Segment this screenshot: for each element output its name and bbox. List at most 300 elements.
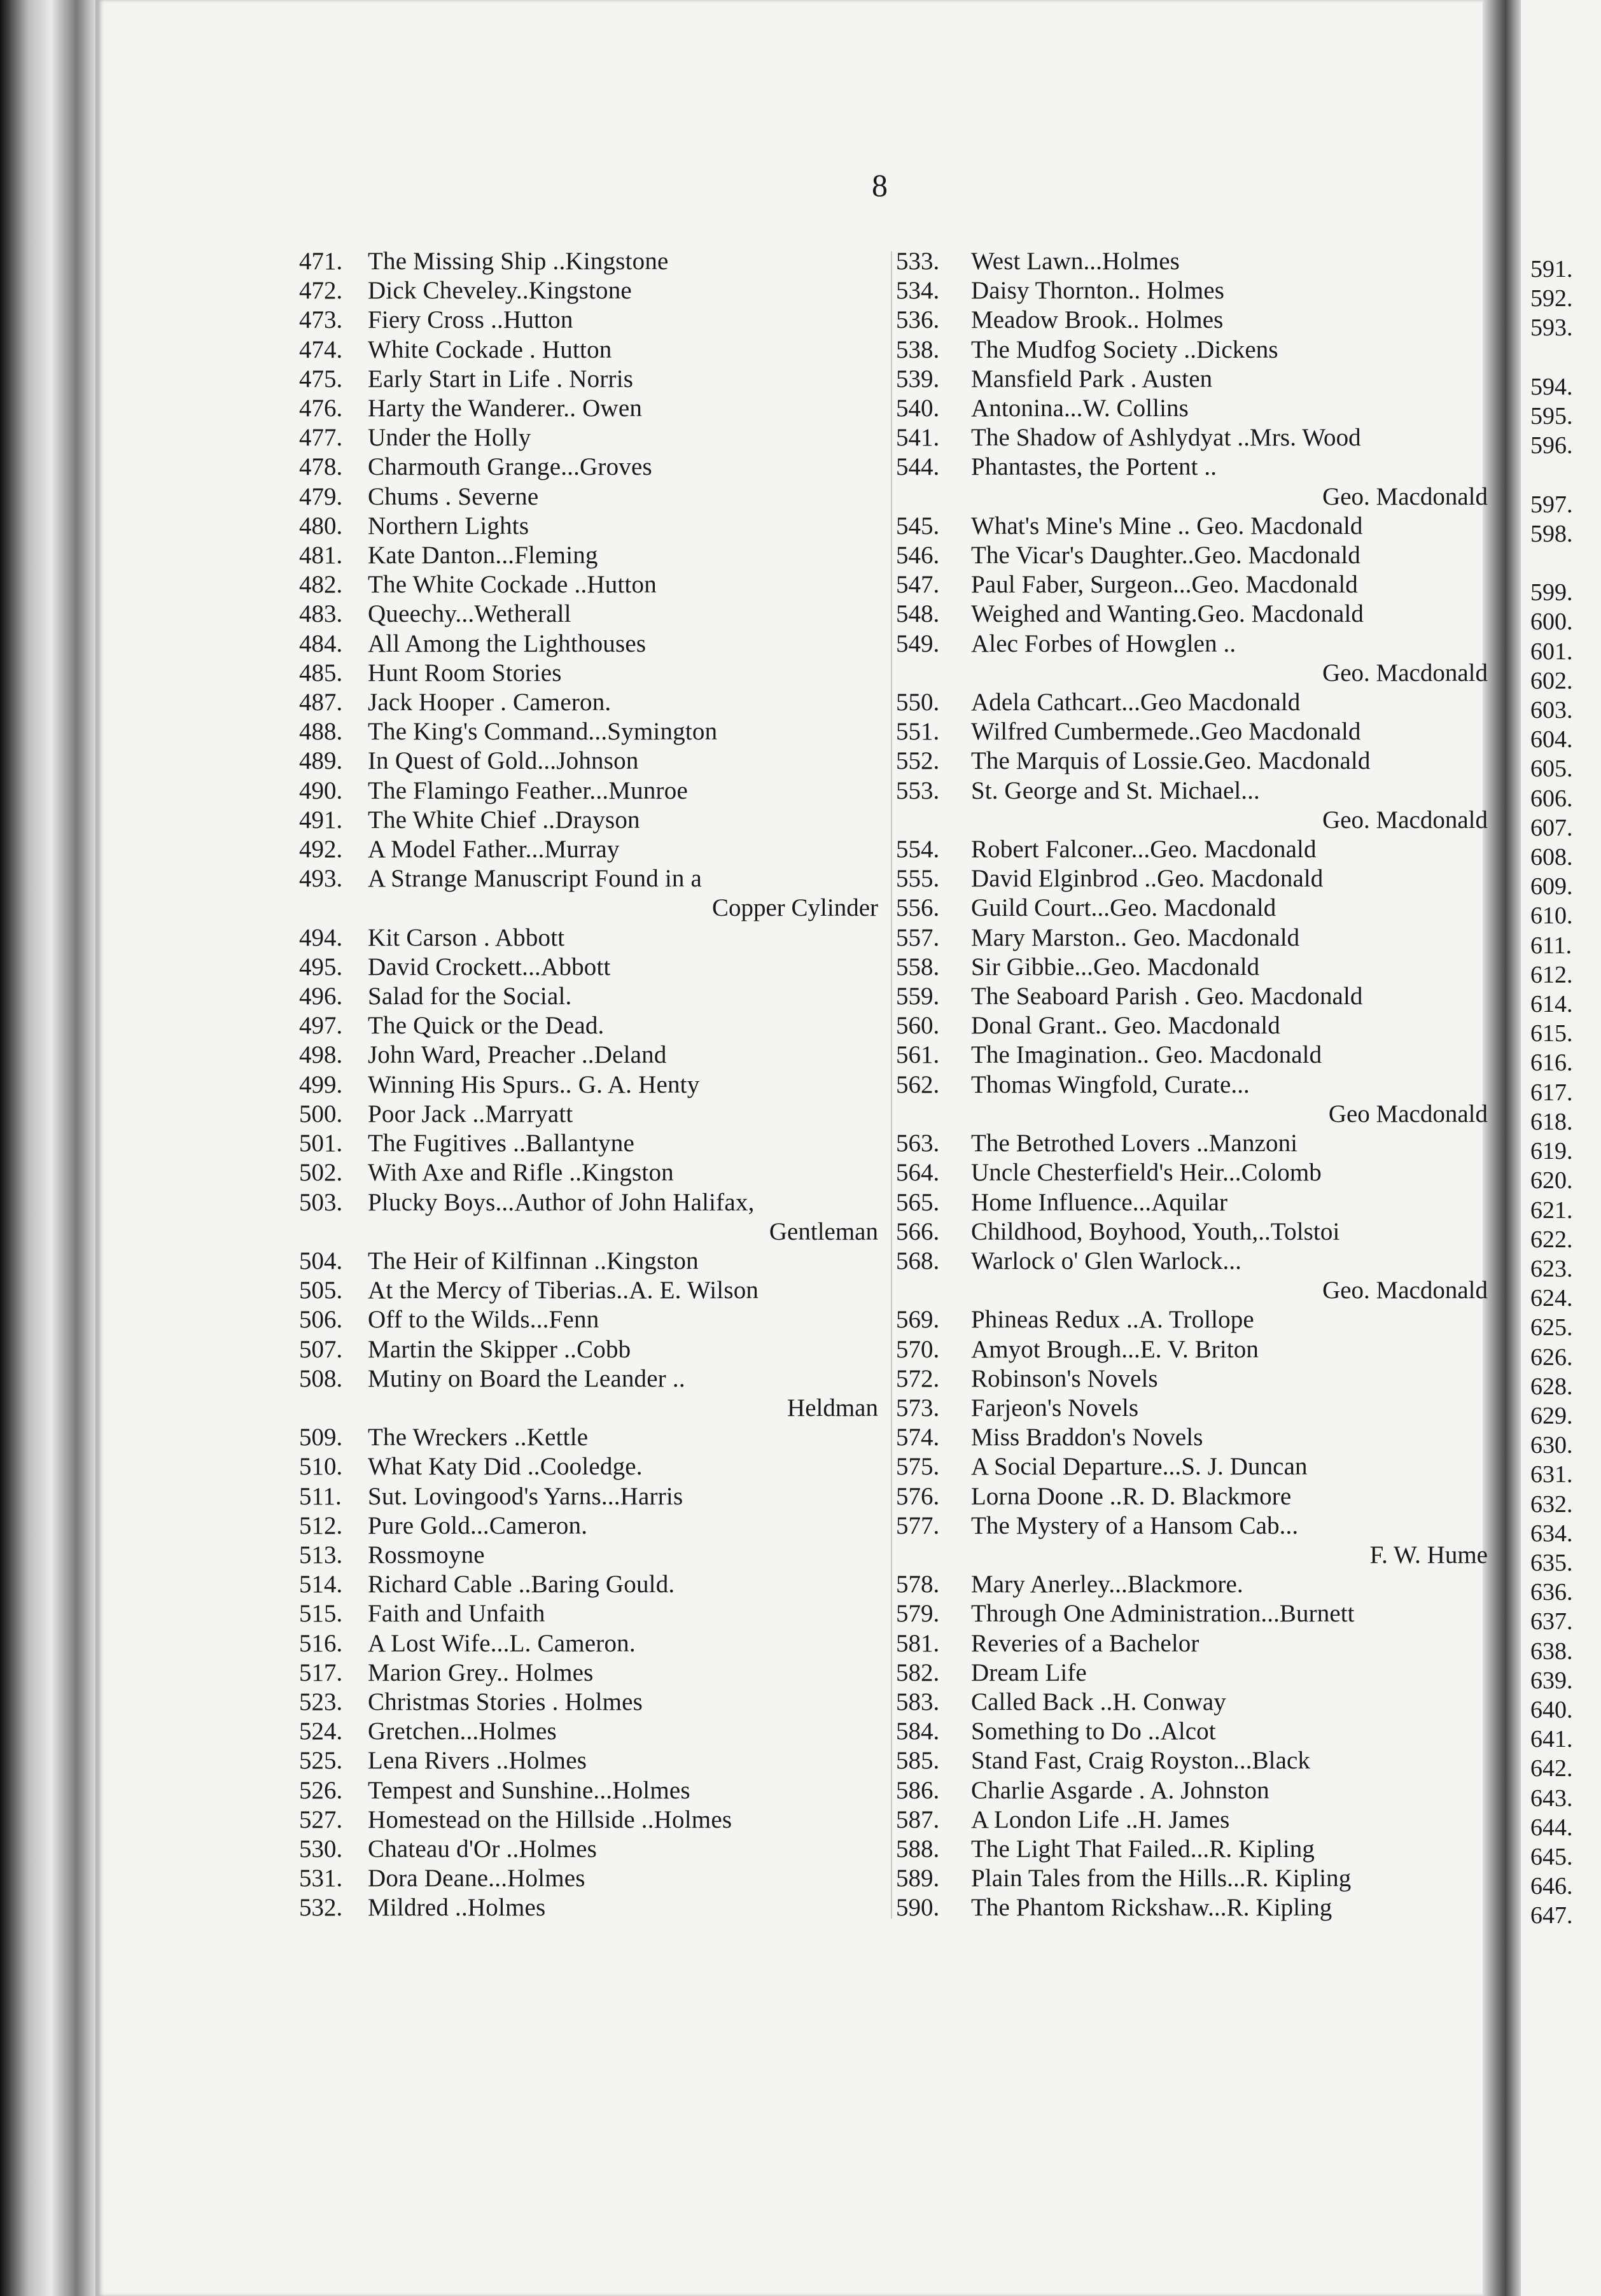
catalog-entry: [299, 394, 878, 423]
entry-title: The King's Command...Symington: [368, 718, 718, 746]
adjacent-entry-number: 617.: [1530, 1079, 1573, 1106]
catalog-entry: [299, 1511, 878, 1541]
entry-title: Hunt Room Stories: [368, 659, 562, 687]
entry-number: 551.: [896, 718, 940, 746]
entry-continuation: Geo. Macdonald: [1322, 659, 1488, 687]
entry-number: 504.: [299, 1247, 343, 1275]
catalog-entry: [299, 982, 878, 1011]
entry-number: 485.: [299, 659, 343, 687]
entry-title: With Axe and Rifle ..Kingston: [368, 1159, 674, 1187]
entry-title: The Flamingo Feather...Munroe: [368, 776, 688, 804]
entry-number: 507.: [299, 1335, 343, 1363]
adjacent-entry-number: 602.: [1530, 667, 1573, 694]
entry-title: Chateau d'Or ..Holmes: [368, 1835, 597, 1863]
catalog-entry: [896, 629, 1488, 688]
catalog-entry: [299, 806, 878, 835]
catalog-entry: [896, 864, 1488, 893]
adjacent-entry-number: 615.: [1530, 1020, 1573, 1047]
adjacent-entry-number: 604.: [1530, 726, 1573, 753]
catalog-entry: [896, 365, 1488, 394]
catalog-entry: [299, 1452, 878, 1481]
catalog-entry: [299, 1541, 878, 1570]
entry-number: 479.: [299, 482, 343, 510]
entry-number: 505.: [299, 1277, 343, 1305]
catalog-entry: [299, 1570, 878, 1599]
entry-title: What Katy Did ..Cooledge.: [368, 1453, 643, 1481]
entry-number: 549.: [896, 629, 940, 657]
entry-continuation: Geo. Macdonald: [1322, 806, 1488, 834]
catalog-entry: [299, 629, 878, 659]
entry-number: 556.: [896, 894, 940, 922]
entry-title: Thomas Wingfold, Curate...: [971, 1070, 1250, 1098]
catalog-entry: [299, 1335, 878, 1364]
entry-number: 562.: [896, 1070, 940, 1098]
catalog-entry: [896, 953, 1488, 982]
entry-number: 483.: [299, 600, 343, 628]
entry-number: 482.: [299, 571, 343, 599]
entry-number: 475.: [299, 365, 343, 393]
catalog-entry: [299, 864, 878, 923]
catalog-entry: [299, 1864, 878, 1893]
entry-number: 473.: [299, 306, 343, 334]
entry-number: 527.: [299, 1805, 343, 1833]
adjacent-entry-number: 593.: [1530, 314, 1573, 342]
entry-number: 575.: [896, 1453, 940, 1481]
entry-title: Plucky Boys...Author of John Halifax,: [368, 1188, 755, 1216]
left-column: [299, 247, 878, 1923]
catalog-entry: [896, 1629, 1488, 1658]
catalog-entry: [299, 512, 878, 541]
adjacent-page-numbers: [1530, 255, 1573, 1931]
entry-title: West Lawn...Holmes: [971, 248, 1180, 275]
entry-number: 503.: [299, 1188, 343, 1216]
entry-title: Plain Tales from the Hills...R. Kipling: [971, 1865, 1352, 1893]
catalog-entry: [299, 776, 878, 806]
entry-title: Northern Lights: [368, 512, 529, 540]
catalog-entry: [299, 1805, 878, 1835]
entry-title: Wilfred Cumbermede..Geo Macdonald: [971, 718, 1361, 746]
adjacent-entry-number: 620.: [1530, 1167, 1573, 1194]
adjacent-entry-number: 646.: [1530, 1873, 1573, 1900]
catalog-entry: [896, 1305, 1488, 1334]
catalog-entry: [896, 982, 1488, 1011]
entry-number: 495.: [299, 953, 343, 981]
entry-number: 533.: [896, 248, 940, 275]
catalog-entry: [299, 659, 878, 688]
entry-number: 476.: [299, 395, 343, 423]
entry-title: The Vicar's Daughter..Geo. Macdonald: [971, 542, 1360, 570]
adjacent-entry-number: 600.: [1530, 608, 1573, 636]
entry-title: Winning His Spurs.. G. A. Henty: [368, 1070, 700, 1098]
entry-number: 487.: [299, 689, 343, 717]
entry-number: 550.: [896, 689, 940, 717]
entry-number: 586.: [896, 1776, 940, 1804]
entry-number: 511.: [299, 1482, 342, 1510]
catalog-entry: [299, 335, 878, 365]
catalog-entry: [299, 482, 878, 512]
catalog-entry: [896, 276, 1488, 305]
catalog-entry: [299, 1746, 878, 1775]
entry-title: Donal Grant.. Geo. Macdonald: [971, 1012, 1280, 1040]
catalog-entry: [896, 1129, 1488, 1158]
catalog-entry: [299, 1658, 878, 1688]
adjacent-entry-number: 624.: [1530, 1285, 1573, 1312]
entry-number: 513.: [299, 1541, 343, 1569]
adjacent-entry-number: 595.: [1530, 403, 1573, 430]
catalog-entry: [299, 1776, 878, 1805]
entry-title: Amyot Brough...E. V. Briton: [971, 1335, 1259, 1363]
catalog-entry: [896, 570, 1488, 599]
entry-number: 570.: [896, 1335, 940, 1363]
catalog-entry: [896, 1070, 1488, 1129]
catalog-entry: [299, 835, 878, 864]
entry-number: 587.: [896, 1805, 940, 1833]
entry-title: Richard Cable ..Baring Gould.: [368, 1571, 675, 1599]
entry-number: 484.: [299, 629, 343, 657]
adjacent-entry-number: 629.: [1530, 1402, 1573, 1429]
entry-number: 498.: [299, 1041, 343, 1069]
entry-number: 508.: [299, 1364, 343, 1392]
adjacent-entry-number: 628.: [1530, 1373, 1573, 1400]
entry-title: Phantastes, the Portent ..: [971, 453, 1217, 481]
adjacent-entry-number: 632.: [1530, 1490, 1573, 1518]
entry-title: A Social Departure...S. J. Duncan: [971, 1453, 1308, 1481]
entry-title: Early Start in Life . Norris: [368, 365, 634, 393]
entry-number: 588.: [896, 1835, 940, 1863]
entry-continuation: Gentleman: [769, 1217, 878, 1245]
entry-continuation: Geo Macdonald: [1328, 1100, 1488, 1128]
adjacent-entry-number: 607.: [1530, 814, 1573, 841]
catalog-entry: [299, 452, 878, 482]
entry-title: Queechy...Wetherall: [368, 600, 571, 628]
entry-title: Uncle Chesterfield's Heir...Colomb: [971, 1159, 1322, 1187]
entry-title: Kit Carson . Abbott: [368, 923, 565, 951]
catalog-entry: [299, 541, 878, 570]
entry-title: The Mystery of a Hansom Cab...: [971, 1511, 1299, 1539]
catalog-entry: [896, 1040, 1488, 1070]
entry-number: 474.: [299, 335, 343, 363]
entry-number: 517.: [299, 1658, 343, 1686]
catalog-entry: [896, 1599, 1488, 1628]
catalog-entry: [896, 423, 1488, 452]
entry-title: Warlock o' Glen Warlock...: [971, 1247, 1241, 1275]
catalog-entry: [299, 305, 878, 335]
catalog-entry: [299, 1070, 878, 1100]
column-divider: [891, 251, 892, 1919]
adjacent-entry-number: 630.: [1530, 1432, 1573, 1459]
entry-title: Reveries of a Bachelor: [971, 1629, 1199, 1657]
catalog-entry: [299, 423, 878, 452]
adjacent-entry-number: [1530, 460, 1573, 489]
entry-title: Sut. Lovingood's Yarns...Harris: [368, 1482, 683, 1510]
catalog-entry: [299, 1688, 878, 1717]
entry-title: The White Chief ..Drayson: [368, 806, 640, 834]
entry-title: Poor Jack ..Marryatt: [368, 1100, 573, 1128]
catalog-entry: [299, 1893, 878, 1922]
entry-title: At the Mercy of Tiberias..A. E. Wilson: [368, 1277, 759, 1305]
entry-number: 509.: [299, 1424, 343, 1452]
entry-title: The Seaboard Parish . Geo. Macdonald: [971, 983, 1363, 1011]
catalog-entry: [299, 688, 878, 717]
entry-title: Something to Do ..Alcot: [971, 1718, 1216, 1746]
entry-number: 555.: [896, 865, 940, 893]
catalog-entry: [896, 247, 1488, 276]
entry-title: All Among the Lighthouses: [368, 629, 647, 657]
entry-title: Guild Court...Geo. Macdonald: [971, 894, 1276, 922]
entry-number: 525.: [299, 1747, 343, 1775]
entry-number: 536.: [896, 306, 940, 334]
catalog-entry: [299, 1188, 878, 1247]
adjacent-entry-number: 644.: [1530, 1814, 1573, 1841]
adjacent-entry-number: 638.: [1530, 1637, 1573, 1665]
entry-title: Miss Braddon's Novels: [971, 1424, 1203, 1452]
entry-title: Phineas Redux ..A. Trollope: [971, 1306, 1254, 1334]
catalog-entry: [896, 1864, 1488, 1893]
entry-title: Antonina...W. Collins: [971, 395, 1189, 423]
entry-number: 561.: [896, 1041, 940, 1069]
catalog-entry: [896, 541, 1488, 570]
entry-number: 514.: [299, 1571, 343, 1599]
catalog-entry: [896, 1805, 1488, 1835]
catalog-entry: [896, 923, 1488, 953]
entry-number: 472.: [299, 277, 343, 305]
entry-title: Kate Danton...Fleming: [368, 542, 598, 570]
entry-title: A Model Father...Murray: [368, 836, 620, 864]
entry-continuation: Heldman: [787, 1394, 878, 1422]
entry-number: 557.: [896, 923, 940, 951]
entry-title: Meadow Brook.. Holmes: [971, 306, 1224, 334]
catalog-entry: [896, 776, 1488, 835]
entry-title: In Quest of Gold...Johnson: [368, 747, 639, 775]
catalog-entry: [299, 1129, 878, 1158]
catalog-entry: [896, 1188, 1488, 1217]
adjacent-entry-number: 616.: [1530, 1049, 1573, 1077]
adjacent-entry-number: 591.: [1530, 256, 1573, 283]
catalog-entry: [896, 394, 1488, 423]
entry-title: Alec Forbes of Howglen ..: [971, 629, 1236, 657]
entry-number: 493.: [299, 865, 343, 893]
entry-number: 577.: [896, 1511, 940, 1539]
entry-title: Pure Gold...Cameron.: [368, 1511, 588, 1539]
entry-number: 544.: [896, 453, 940, 481]
catalog-entry: [299, 717, 878, 746]
entry-title: A London Life ..H. James: [971, 1805, 1230, 1833]
adjacent-entry-number: 636.: [1530, 1579, 1573, 1606]
catalog-entry: [299, 1599, 878, 1628]
entry-number: 568.: [896, 1247, 940, 1275]
entry-continuation: F. W. Hume: [1369, 1541, 1488, 1569]
entry-title: The White Cockade ..Hutton: [368, 571, 657, 599]
entry-number: 589.: [896, 1865, 940, 1893]
entry-title: The Wreckers ..Kettle: [368, 1424, 589, 1452]
catalog-entry: [299, 746, 878, 776]
entry-number: 502.: [299, 1159, 343, 1187]
adjacent-entry-number: 612.: [1530, 961, 1573, 988]
catalog-entry: [896, 1688, 1488, 1717]
catalog-entry: [896, 835, 1488, 864]
catalog-entry: [896, 599, 1488, 629]
adjacent-entry-number: 635.: [1530, 1549, 1573, 1576]
entry-title: Mildred ..Holmes: [368, 1894, 546, 1922]
entry-number: 579.: [896, 1600, 940, 1628]
entry-number: 566.: [896, 1217, 940, 1245]
entry-title: Jack Hooper . Cameron.: [368, 689, 612, 717]
catalog-entry: [896, 1394, 1488, 1423]
entry-number: 547.: [896, 571, 940, 599]
entry-title: The Shadow of Ashlydyat ..Mrs. Wood: [971, 424, 1361, 452]
right-column: [896, 247, 1488, 1923]
entry-title: David Crockett...Abbott: [368, 953, 611, 981]
adjacent-entry-number: 606.: [1530, 785, 1573, 812]
entry-number: 583.: [896, 1688, 940, 1716]
entry-title: Rossmoyne: [368, 1541, 485, 1569]
entry-number: 499.: [299, 1070, 343, 1098]
entry-number: 532.: [299, 1894, 343, 1922]
catalog-entry: [896, 1893, 1488, 1922]
entry-number: 552.: [896, 747, 940, 775]
page-number: 8: [872, 167, 888, 203]
entry-number: 572.: [896, 1364, 940, 1392]
catalog-entry: [299, 1482, 878, 1511]
catalog-entry: [896, 452, 1488, 511]
catalog-entry: [896, 1011, 1488, 1040]
adjacent-entry-number: 621.: [1530, 1196, 1573, 1224]
adjacent-entry-number: 639.: [1530, 1667, 1573, 1694]
entry-title: Charmouth Grange...Groves: [368, 453, 652, 481]
entry-continuation: Geo. Macdonald: [1322, 1277, 1488, 1305]
adjacent-entry-number: 623.: [1530, 1255, 1573, 1282]
entry-title: Home Influence...Aquilar: [971, 1188, 1228, 1216]
entry-title: Tempest and Sunshine...Holmes: [368, 1776, 690, 1804]
entry-title: John Ward, Preacher ..Deland: [368, 1041, 667, 1069]
entry-title: The Phantom Rickshaw...R. Kipling: [971, 1894, 1332, 1922]
catalog-entry: [896, 1482, 1488, 1511]
catalog-entry: [299, 365, 878, 394]
catalog-entry: [896, 1717, 1488, 1746]
entry-number: 564.: [896, 1159, 940, 1187]
catalog-entry: [896, 1335, 1488, 1364]
catalog-entry: [299, 276, 878, 305]
entry-title: A Strange Manuscript Found in a: [368, 865, 703, 893]
adjacent-entry-number: 634.: [1530, 1520, 1573, 1547]
catalog-entry: [896, 305, 1488, 335]
book-spine: [1483, 0, 1521, 2296]
adjacent-entry-number: 625.: [1530, 1314, 1573, 1341]
entry-number: 501.: [299, 1130, 343, 1158]
adjacent-entry-number: 618.: [1530, 1108, 1573, 1135]
entry-title: Under the Holly: [368, 424, 531, 452]
entry-number: 526.: [299, 1776, 343, 1804]
entry-title: Charlie Asgarde . A. Johnston: [971, 1776, 1269, 1804]
adjacent-entry-number: 642.: [1530, 1755, 1573, 1782]
catalog-entry: [896, 1247, 1488, 1305]
entry-number: 480.: [299, 512, 343, 540]
entry-number: 488.: [299, 718, 343, 746]
entry-title: Sir Gibbie...Geo. Macdonald: [971, 953, 1260, 981]
adjacent-entry-number: 608.: [1530, 844, 1573, 871]
entry-number: 506.: [299, 1306, 343, 1334]
adjacent-entry-number: 626.: [1530, 1343, 1573, 1371]
entry-number: 559.: [896, 983, 940, 1011]
entry-number: 539.: [896, 365, 940, 393]
entry-title: Childhood, Boyhood, Youth,..Tolstoi: [971, 1217, 1340, 1245]
catalog-entry: [299, 1423, 878, 1452]
entry-title: Mary Marston.. Geo. Macdonald: [971, 923, 1300, 951]
catalog-entry: [299, 923, 878, 953]
catalog-entry: [299, 1011, 878, 1040]
catalog-entry: [896, 1423, 1488, 1452]
adjacent-entry-number: 603.: [1530, 697, 1573, 724]
catalog-entry: [896, 1746, 1488, 1775]
entry-title: Mary Anerley...Blackmore.: [971, 1571, 1243, 1599]
catalog-entry: [299, 1247, 878, 1276]
entry-title: Lena Rivers ..Holmes: [368, 1747, 587, 1775]
catalog-entry: [299, 247, 878, 276]
entry-number: 581.: [896, 1629, 940, 1657]
entry-number: 582.: [896, 1658, 940, 1686]
adjacent-entry-number: 622.: [1530, 1226, 1573, 1253]
adjacent-entry-number: 610.: [1530, 902, 1573, 930]
adjacent-entry-number: 637.: [1530, 1608, 1573, 1635]
adjacent-entry-number: 592.: [1530, 285, 1573, 312]
entry-title: Called Back ..H. Conway: [971, 1688, 1226, 1716]
entry-title: Faith and Unfaith: [368, 1600, 545, 1628]
entry-title: David Elginbrod ..Geo. Macdonald: [971, 865, 1324, 893]
entry-number: 491.: [299, 806, 343, 834]
entry-title: Robert Falconer...Geo. Macdonald: [971, 836, 1317, 864]
entry-number: 478.: [299, 453, 343, 481]
adjacent-entry-number: 597.: [1530, 491, 1573, 518]
adjacent-entry-number: 640.: [1530, 1696, 1573, 1723]
entry-number: 481.: [299, 542, 343, 570]
catalog-entry: [896, 1835, 1488, 1864]
entry-number: 590.: [896, 1894, 940, 1922]
entry-number: 494.: [299, 923, 343, 951]
entry-title: Christmas Stories . Holmes: [368, 1688, 643, 1716]
catalog-entry: [299, 1717, 878, 1746]
scan-left-edge: [0, 0, 95, 2296]
catalog-entry: [299, 953, 878, 982]
catalog-entry: [896, 1658, 1488, 1688]
entry-number: 531.: [299, 1865, 343, 1893]
entry-number: 546.: [896, 542, 940, 570]
catalog-entry: [896, 717, 1488, 746]
entry-number: 500.: [299, 1100, 343, 1128]
catalog-entry: [896, 688, 1488, 717]
entry-title: The Heir of Kilfinnan ..Kingston: [368, 1247, 699, 1275]
entry-title: Salad for the Social.: [368, 983, 572, 1011]
entry-number: 573.: [896, 1394, 940, 1422]
adjacent-entry-number: 645.: [1530, 1843, 1573, 1870]
entry-title: A Lost Wife...L. Cameron.: [368, 1629, 636, 1657]
entry-number: 530.: [299, 1835, 343, 1863]
entry-title: Fiery Cross ..Hutton: [368, 306, 573, 334]
entry-number: 523.: [299, 1688, 343, 1716]
entry-number: 524.: [299, 1718, 343, 1746]
entry-title: St. George and St. Michael...: [971, 776, 1260, 804]
entry-number: 497.: [299, 1012, 343, 1040]
entry-title: Through One Administration...Burnett: [971, 1600, 1355, 1628]
entry-title: The Betrothed Lovers ..Manzoni: [971, 1130, 1298, 1158]
entry-title: Dream Life: [971, 1658, 1087, 1686]
entry-title: Stand Fast, Craig Royston...Black: [971, 1747, 1311, 1775]
entry-title: Dora Deane...Holmes: [368, 1865, 585, 1893]
entry-title: Chums . Severne: [368, 482, 539, 510]
entry-number: 471.: [299, 248, 343, 275]
catalog-entry: [896, 1570, 1488, 1599]
catalog-entry: [299, 1835, 878, 1864]
entry-title: The Marquis of Lossie.Geo. Macdonald: [971, 747, 1371, 775]
